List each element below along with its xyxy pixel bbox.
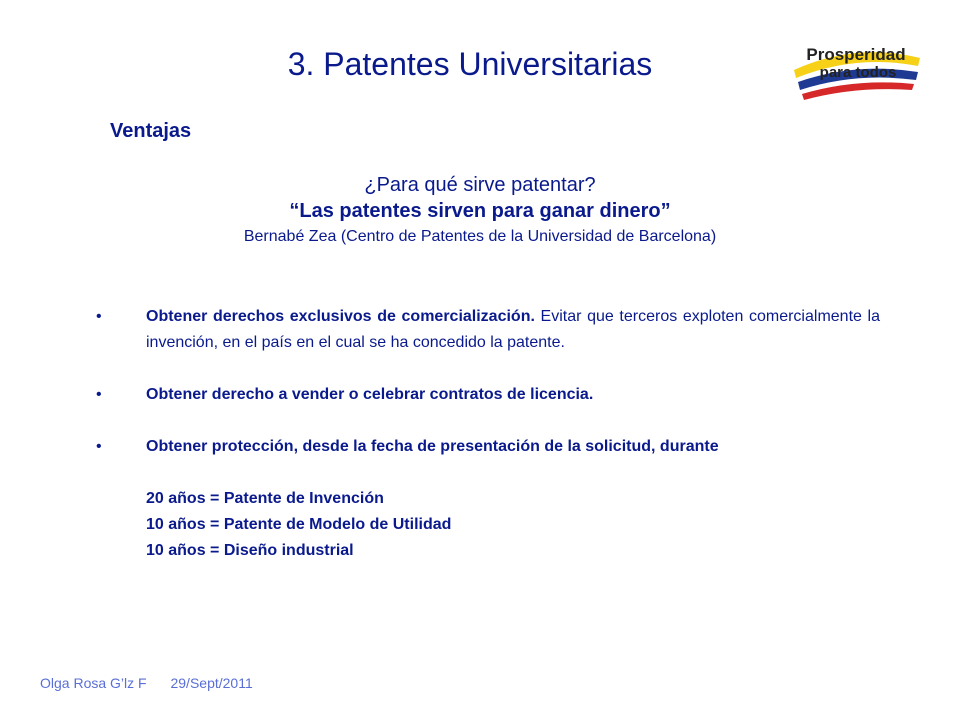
protection-terms bbox=[146, 486, 880, 564]
bullet-icon: • bbox=[96, 308, 102, 325]
quote-attribution: Bernabé Zea (Centro de Patentes de la Universidad de Barcelona) bbox=[243, 228, 717, 245]
bullet-icon: • bbox=[96, 386, 102, 403]
footer-author: Olga Rosa G’lz F bbox=[40, 675, 147, 691]
footer bbox=[40, 675, 253, 691]
list-item bbox=[96, 304, 880, 356]
footer-date: 29/Sept/2011 bbox=[170, 675, 253, 691]
bullet-bold-text: Obtener derechos exclusivos de comercialización. bbox=[146, 308, 535, 325]
bullet-bold-text: Obtener protección, desde la fecha de presentación de la solicitud, durante bbox=[146, 438, 719, 455]
prosperidad-logo bbox=[786, 36, 926, 106]
list-item bbox=[96, 434, 880, 564]
bullet-text: Evitar que terceros exploten comercialmente la invención, en el país en el cual se ha concedido la patente. bbox=[146, 308, 881, 351]
term-line: 20 años = Patente de Invención bbox=[146, 490, 384, 507]
logo-text-line1: Prosperidad bbox=[806, 45, 906, 64]
term-line: 10 años = Patente de Modelo de Utilidad bbox=[146, 516, 452, 533]
question-text: ¿Para qué sirve patentar? bbox=[364, 174, 596, 196]
advantages-list bbox=[96, 304, 880, 590]
logo-text-line2: para todos bbox=[819, 64, 897, 81]
bullet-icon: • bbox=[96, 438, 102, 455]
bullet-bold-text: Obtener derecho a vender o celebrar contratos de licencia. bbox=[146, 386, 594, 403]
quote-block bbox=[0, 172, 960, 250]
slide-title: 3. Patentes Universitarias bbox=[287, 46, 653, 82]
section-subtitle: Ventajas bbox=[110, 120, 192, 142]
quote-text: “Las patentes sirven para ganar dinero” bbox=[289, 200, 671, 222]
term-line: 10 años = Diseño industrial bbox=[146, 542, 354, 559]
list-item bbox=[96, 382, 880, 408]
logo-red-swoosh bbox=[802, 82, 914, 100]
